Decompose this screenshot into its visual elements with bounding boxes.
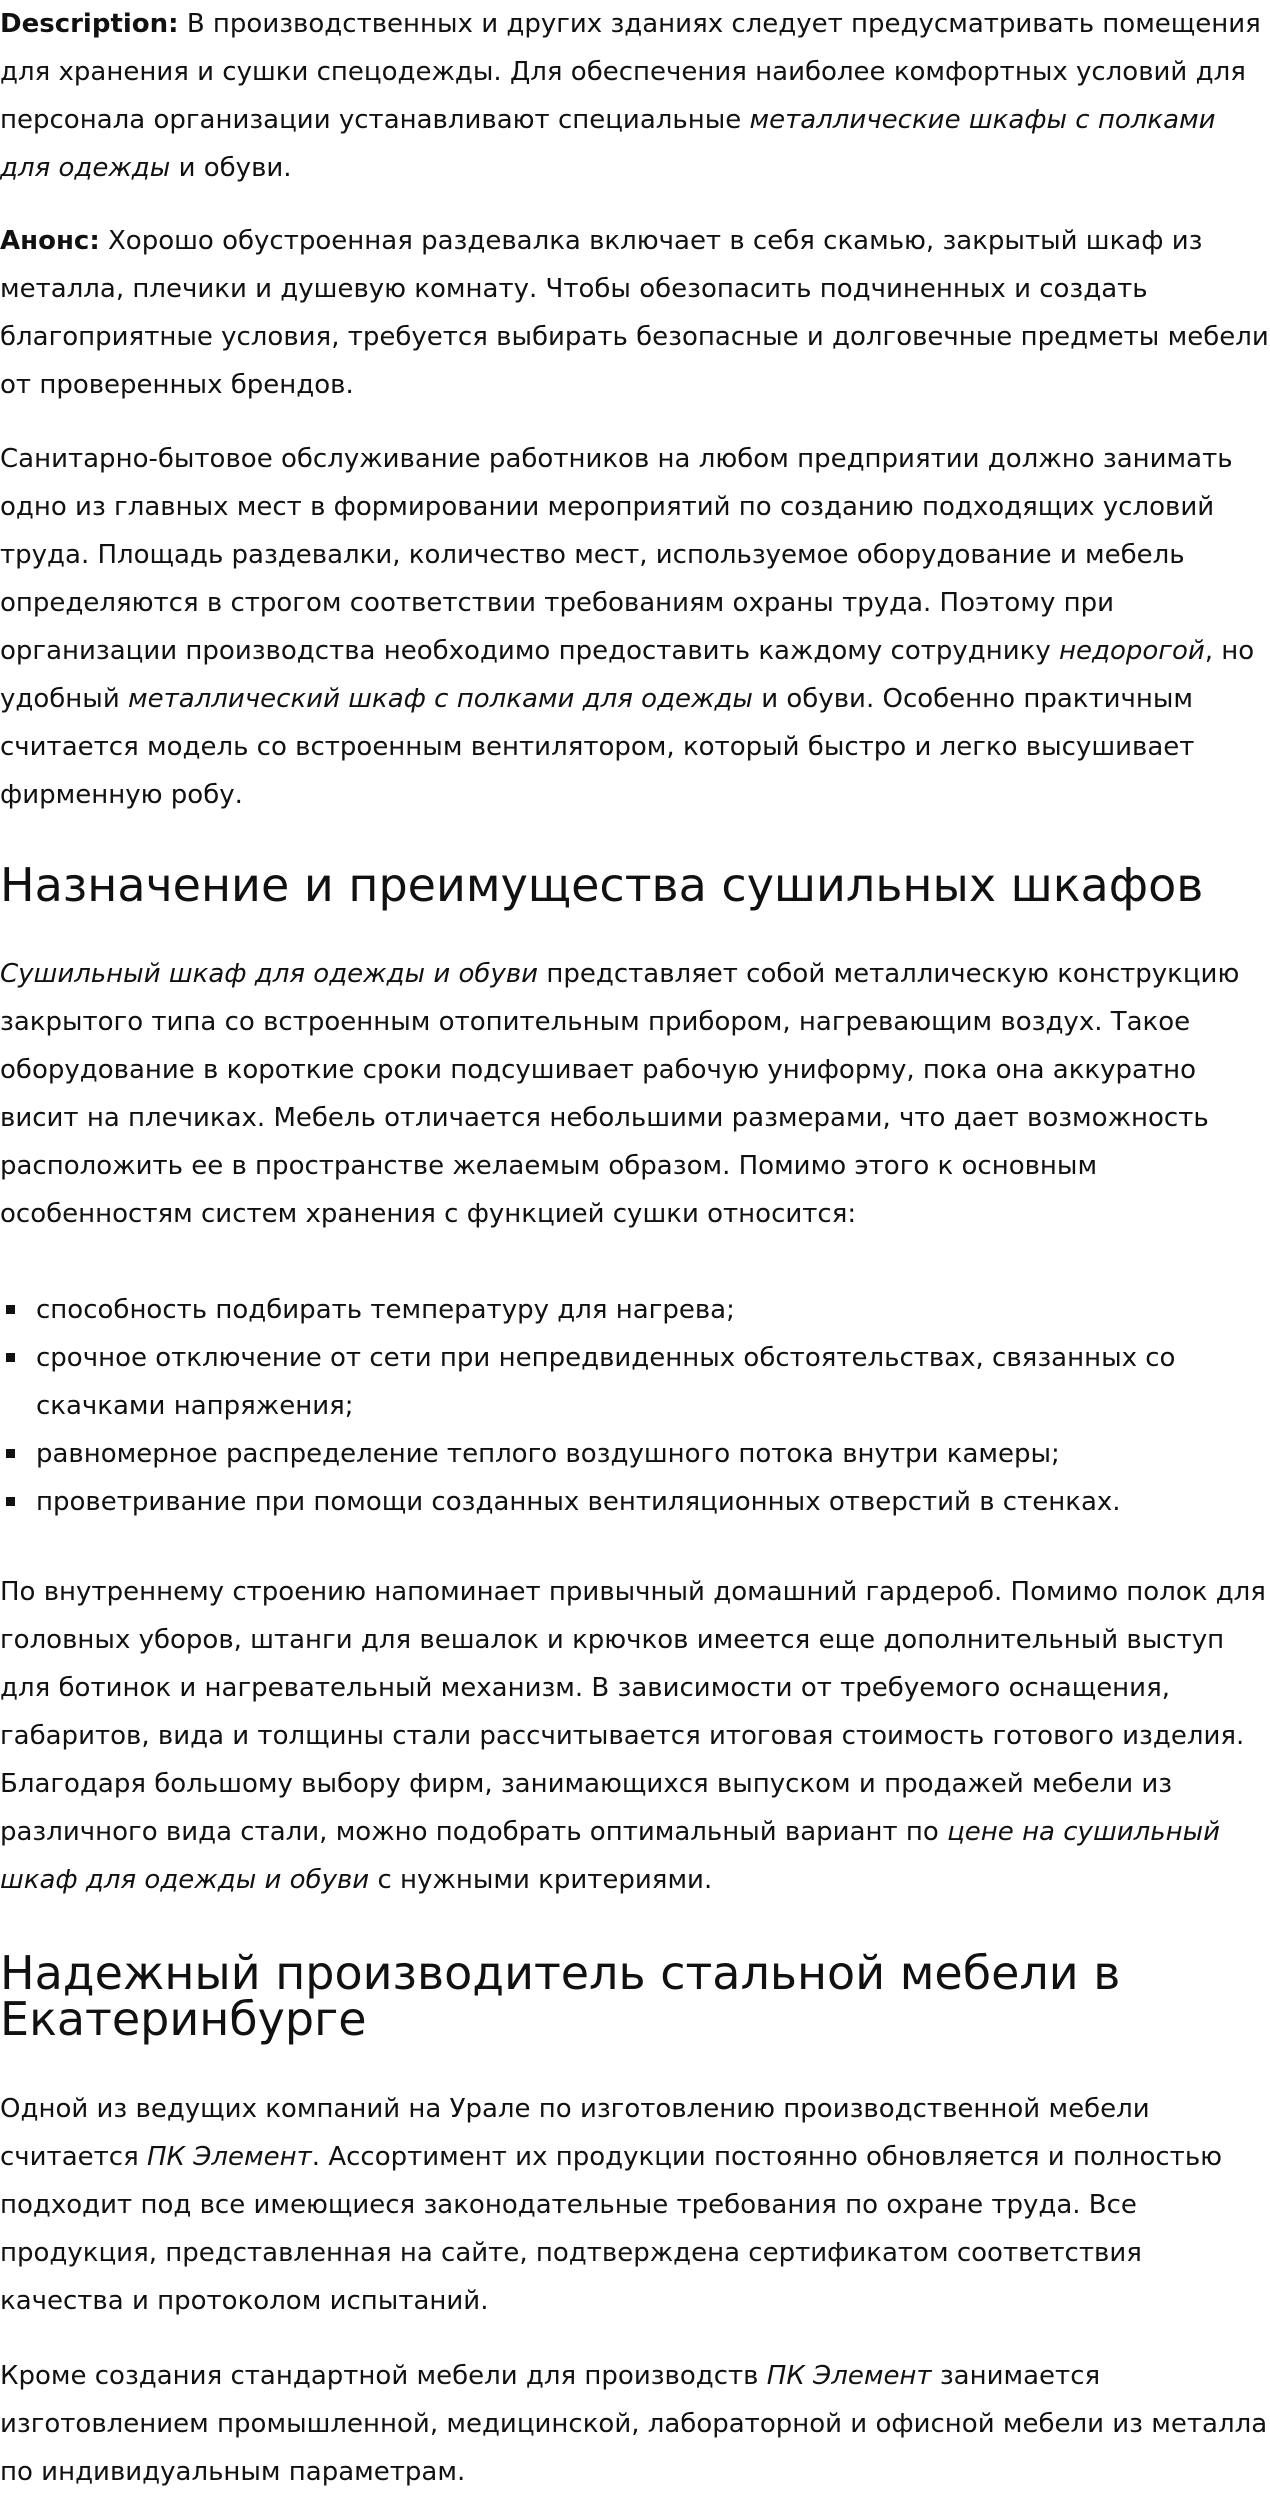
description-text-end: и обуви. (170, 153, 292, 183)
structure-text: По внутреннему строению напоминает привычный домашний гардероб. Помимо полок для головных уборов, штанги для вешалок и крючков имеется еще дополнительный выступ для ботинок и нагревательный механизм. В зависимости от требуемого оснащения, габаритов, вида и толщины стали рассчитывается итоговая стоимость готового изделия. Благодаря большому выбору фирм, занимающихся выпуском и продажей мебели из различного вида стали, можно подобрать оптимальный вариант по (0, 1577, 1266, 1847)
structure-paragraph (0, 1568, 1270, 1904)
announcement-text: Хорошо обустроенная раздевалка включает в себя скамью, закрытый шкаф из металла, плечики и душевую комнату. Чтобы обезопасить подчиненных и создать благоприятные условия, требуется выбирать безопасные и долговечные предметы мебели от проверенных брендов. (0, 226, 1269, 400)
products-text: Кроме создания стандартной мебели для производств (0, 2361, 767, 2391)
features-list (0, 1286, 1270, 1526)
manufacturer-paragraph (0, 2085, 1270, 2325)
list-item: срочное отключение от сети при непредвиденных обстоятельствах, связанных со скачками напряжения; (0, 1334, 1270, 1430)
description-emphasis: металлические шкафы с полками для одежды (0, 105, 1216, 183)
intro-emphasis-1: недорогой (1059, 636, 1205, 666)
announcement-label: Анонс: (0, 226, 100, 256)
drying-cabinet-text: представляет собой металлическую конструкцию закрытого типа со встроенным отопительным прибором, нагревающим воздух. Такое оборудование в короткие сроки подсушивает рабочую униформу, пока она аккуратно висит на плечиках. Мебель отличается небольшими размерами, что дает возможность расположить ее в пространстве желаемым образом. Помимо этого к основным особенностям систем хранения с функцией сушки относится: (0, 959, 1240, 1229)
drying-cabinet-paragraph (0, 950, 1270, 1238)
manufacturer-text: Одной из ведущих компаний на Урале по изготовлению производственной мебели считается (0, 2094, 1150, 2172)
list-item: равномерное распределение теплого воздушного потока внутри камеры; (0, 1430, 1270, 1478)
drying-cabinet-emphasis: Сушильный шкаф для одежды и обуви (0, 959, 539, 989)
description-text: В производственных и других зданиях следует предусматривать помещения для хранения и сушки спецодежды. Для обеспечения наиболее комфортных условий для персонала организации устанавливают специальные (0, 9, 1261, 135)
intro-text-2: , но удобный (0, 636, 1255, 714)
intro-text-3: и обуви. Особенно практичным считается модель со встроенным вентилятором, который быстро и легко высушивает фирменную робу. (0, 684, 1195, 810)
structure-emphasis: цене на сушильный шкаф для одежды и обуви (0, 1817, 1220, 1895)
intro-text: Санитарно-бытовое обслуживание работников на любом предприятии должно занимать одно из главных мест в формировании мероприятий по созданию подходящих условий труда. Площадь раздевалки, количество мест, используемое оборудование и мебель определяются в строгом соответствии требованиям охраны труда. Поэтому при организации производства необходимо предоставить каждому сотруднику (0, 444, 1233, 666)
manufacturer-emphasis: ПК Элемент (146, 2142, 312, 2172)
list-item: проветривание при помощи созданных вентиляционных отверстий в стенках. (0, 1478, 1270, 1526)
intro-paragraph (0, 435, 1270, 819)
intro-emphasis-2: металлический шкаф с полками для одежды (128, 684, 753, 714)
announcement-paragraph (0, 217, 1270, 409)
manufacturer-text-end: . Ассортимент их продукции постоянно обновляется и полностью подходит под все имеющиеся законодательные требования по охране труда. Все продукция, представленная на сайте, подтверждена сертификатом соответствия качества и протоколом испытаний. (0, 2142, 1223, 2316)
description-paragraph (0, 0, 1270, 192)
products-emphasis: ПК Элемент (766, 2361, 932, 2391)
description-label: Description: (0, 9, 179, 39)
list-item: способность подбирать температуру для нагрева; (0, 1286, 1270, 1334)
products-text-end: занимается изготовлением промышленной, медицинской, лабораторной и офисной мебели из металла по индивидуальным параметрам. (0, 2361, 1268, 2487)
structure-text-end: с нужными критериями. (369, 1865, 713, 1895)
products-paragraph (0, 2352, 1270, 2496)
section-heading-manufacturer: Надежный производитель стальной мебели в Екатеринбурге (0, 1946, 1121, 2046)
section-heading-drying-cabinets: Назначение и преимущества сушильных шкафов (0, 858, 1204, 912)
